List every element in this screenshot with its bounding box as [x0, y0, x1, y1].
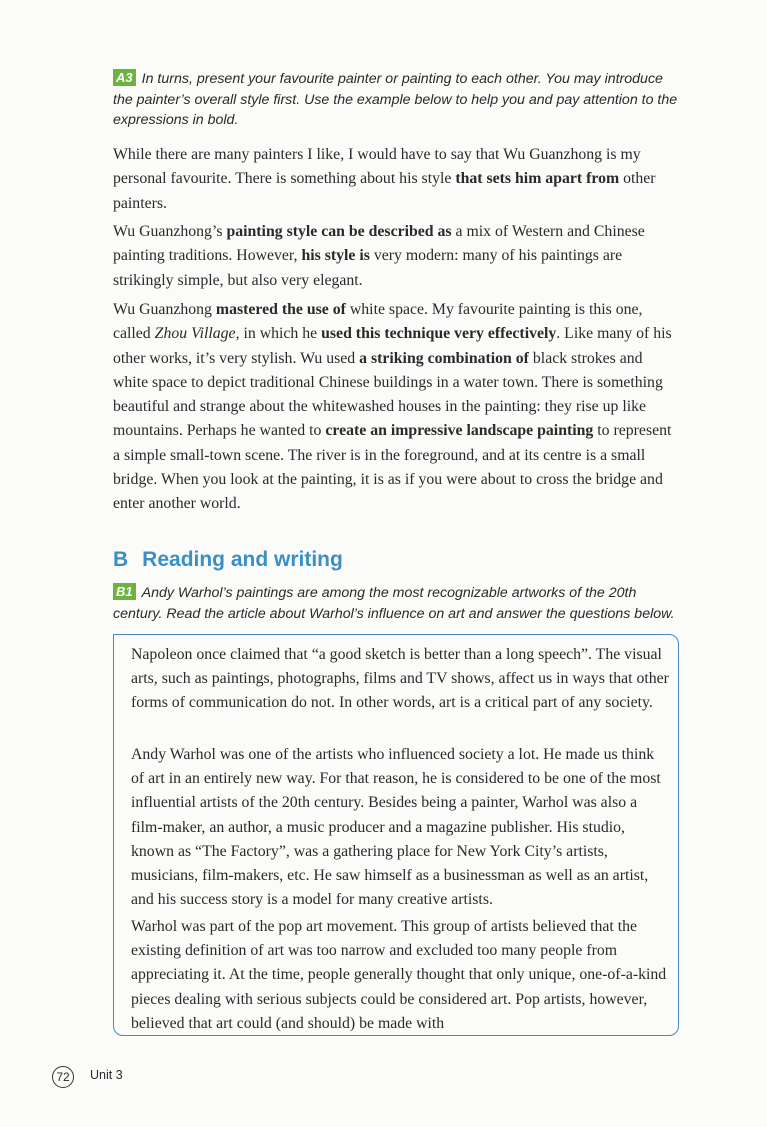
bold-expression: that sets him apart from	[455, 170, 620, 188]
a3-tag: A3	[113, 69, 136, 86]
b1-tag: B1	[113, 583, 136, 600]
bold-expression: his style is	[301, 247, 370, 265]
article-paragraph-3: Warhol was part of the pop art movement. This group of artists believed that the existing definition of art was too narrow and excluded too many people from appreciating it. At the time, people generally thought that only unique, one-of-a-kind pieces dealing with serious subjects could be considered art. Pop artists, however, believed that art could (and should) be made with	[131, 918, 667, 1032]
painting-title: Zhou Village	[154, 325, 236, 343]
article-box	[113, 634, 679, 1036]
unit-label: Unit 3	[90, 1068, 123, 1082]
section-letter: B	[113, 548, 129, 571]
section-title: Reading and writing	[142, 548, 343, 571]
bold-expression: create an impressive landscape painting	[325, 422, 594, 440]
b1-instruction	[113, 583, 683, 624]
b1-instruction-text: Andy Warhol’s paintings are among the most recognizable artworks of the 20th century. Read the article about Warhol’s influence on art and answer the questions below.	[113, 585, 675, 622]
example-paragraph-3: Wu Guanzhong mastered the use of white space. My favourite painting is this one, called Zhou Village, in which he used this technique very effectively. Like many of his other works, it’s very stylish. Wu used a striking combination of black strokes and white space to depict traditional Chinese buildings in a water town. There is something beautiful and strange about the whitewashed houses in the painting: they rise up like mountains. Perhaps he wanted to create an impressive landscape painting to represent a simple small-town scene. The river is in the foreground, and at its centre is a small bridge. When you look at the painting, it is as if you were about to cross the bridge and enter another world.	[113, 301, 672, 513]
bold-expression: painting style can be described as	[226, 223, 452, 240]
bold-expression: a striking combination of	[359, 349, 529, 367]
example-paragraph-1: While there are many painters I like, I would have to say that Wu Guanzhong is my personal favourite. There is something about his style that sets him apart from other painters.	[113, 146, 656, 212]
article-paragraph-1: Napoleon once claimed that “a good sketch is better than a long speech”. The visual arts, such as paintings, photographs, films and TV shows, affect us in ways that other forms of communication do not. In other words, art is a critical part of any society.	[131, 646, 669, 712]
a3-instruction-text: In turns, present your favourite painter or painting to each other. You may introduce the painter’s overall style first. Use the example below to help you and pay attention to the expressions in bold.	[113, 71, 678, 128]
bold-expression: mastered the use of	[215, 301, 346, 318]
bold-expression: used this technique very effectively	[321, 325, 557, 343]
section-heading	[113, 546, 343, 574]
example-paragraph-2: Wu Guanzhong’s painting style can be described as a mix of Western and Chinese painting traditions. However, his style is very modern: many of his paintings are strikingly simple, but also very elegant.	[113, 223, 645, 289]
page-number: 72	[52, 1066, 74, 1088]
article-paragraph-2: Andy Warhol was one of the artists who influenced society a lot. He made us think of art in an entirely new way. For that reason, he is considered to be one of the most influential artists of the 20th century. Besides being a painter, Warhol was also a film-maker, an author, a music producer and a magazine publisher. His studio, known as “The Factory”, was a gathering place for New York City’s artists, musicians, film-makers, etc. He saw himself as a businessman as well as an artist, and his success story is a model for many creative artists.	[131, 746, 661, 909]
a3-instruction	[113, 69, 683, 131]
